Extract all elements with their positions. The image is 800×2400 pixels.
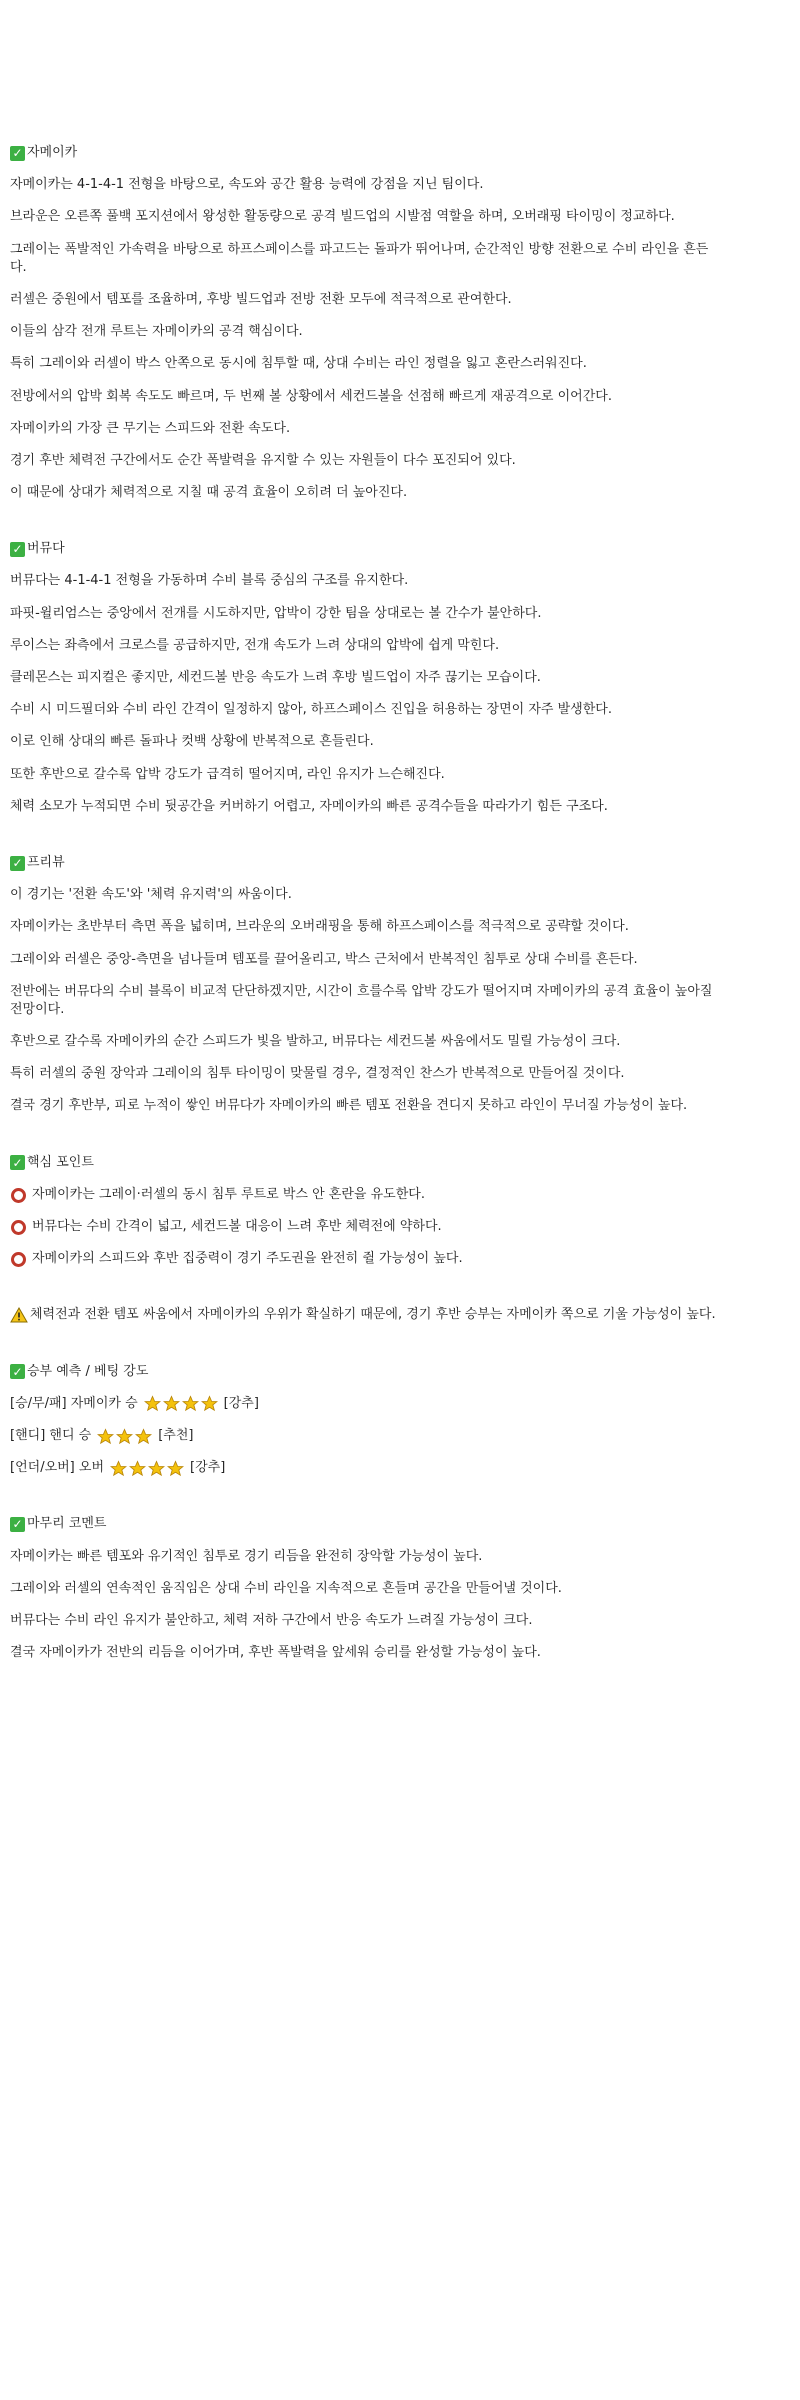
- star-icon: [144, 1395, 161, 1412]
- star-icon: [201, 1395, 218, 1412]
- paragraph: 전반에는 버뮤다의 수비 블록이 비교적 단단하겠지만, 시간이 흐를수록 압박 강도가 떨어지며 자메이카의 공격 효율이 높아질 전망이다.: [10, 983, 713, 1017]
- paragraph: 후반으로 갈수록 자메이카의 순간 스피드가 빛을 발하고, 버뮤다는 세컨드볼 싸움에서도 밀릴 가능성이 크다.: [10, 1034, 621, 1050]
- paragraph: 버뮤다는 4-1-4-1 전형을 가동하며 수비 블록 중심의 구조를 유지한다.: [10, 573, 409, 589]
- paragraph: 클레몬스는 피지컬은 좋지만, 세컨드볼 반응 속도가 느려 후방 빌드업이 자주 끊기는 모습이다.: [10, 670, 541, 685]
- section-closing: [10, 1515, 723, 1662]
- paragraph: 특히 러셀의 중원 장악과 그레이의 침투 타이밍이 맞물릴 경우, 결정적인 찬스가 반복적으로 만들어질 것이다.: [10, 1066, 625, 1082]
- paragraph: 자메이카는 초반부터 측면 폭을 넓히며, 브라운의 오버래핑을 통해 하프스페이스를 적극적으로 공략할 것이다.: [10, 919, 629, 935]
- check-icon: ✓: [10, 1155, 25, 1170]
- star-icon: [135, 1428, 152, 1445]
- paragraph: 자메이카는 빠른 템포와 유기적인 침투로 경기 리듬을 완전히 장악할 가능성이 높다.: [10, 1548, 483, 1564]
- check-icon: ✓: [10, 1364, 25, 1379]
- section-title: 마무리 코멘트: [27, 1516, 107, 1532]
- warning-note: [10, 1306, 723, 1324]
- paragraph: 특히 그레이와 러셀이 박스 안쪽으로 동시에 침투할 때, 상대 수비는 라인 정렬을 잃고 혼란스러워진다.: [10, 356, 587, 372]
- section-title: 승부 예측 / 베팅 강도: [27, 1363, 149, 1379]
- paragraph: 전방에서의 압박 회복 속도도 빠르며, 두 번째 볼 상황에서 세컨드볼을 선점해 빠르게 재공격으로 이어간다.: [10, 388, 612, 404]
- paragraph: 결국 자메이카가 전반의 리듬을 이어가며, 후반 폭발력을 앞세워 승리를 완성할 가능성이 높다.: [10, 1645, 541, 1661]
- star-rating: [97, 1428, 154, 1445]
- section-title: 자메이카: [27, 145, 78, 160]
- star-icon: [163, 1395, 180, 1412]
- section-title: 프리뷰: [27, 854, 65, 870]
- paragraph: 이 경기는 '전환 속도'와 '체력 유지력'의 싸움이다.: [10, 887, 292, 903]
- paragraph: 그레이와 러셀의 연속적인 움직임은 상대 수비 라인을 지속적으로 흔들며 공간을 만들어낼 것이다.: [10, 1580, 562, 1596]
- bet-tag: [강추]: [190, 1460, 226, 1476]
- key-point: [10, 1250, 723, 1268]
- bet-row: [10, 1395, 723, 1413]
- paragraph: 수비 시 미드필더와 수비 라인 간격이 일정하지 않아, 하프스페이스 진입을 허용하는 장면이 자주 발생한다.: [10, 702, 612, 718]
- section-title: 핵심 포인트: [27, 1154, 94, 1170]
- red-ring-icon: [11, 1220, 26, 1235]
- section-betting: [10, 1363, 723, 1478]
- section-heading: [10, 1515, 723, 1533]
- star-icon: [97, 1428, 114, 1445]
- paragraph: 자메이카는 4-1-4-1 전형을 바탕으로, 속도와 공간 활용 능력에 강점을 지닌 팀이다.: [10, 177, 484, 193]
- key-point: [10, 1218, 723, 1236]
- star-rating: [110, 1460, 186, 1477]
- warning-text: 체력전과 전환 템포 싸움에서 자메이카의 우위가 확실하기 때문에, 경기 후반 승부는 자메이카 쪽으로 기울 가능성이 높다.: [30, 1307, 716, 1323]
- key-point-text: 버뮤다는 수비 간격이 넓고, 세컨드볼 대응이 느려 후반 체력전에 약하다.: [32, 1219, 442, 1234]
- paragraph: 루이스는 좌측에서 크로스를 공급하지만, 전개 속도가 느려 상대의 압박에 쉽게 막힌다.: [10, 637, 500, 653]
- paragraph: 이 때문에 상대가 체력적으로 지칠 때 공격 효율이 오히려 더 높아진다.: [10, 485, 408, 501]
- bet-row: [10, 1459, 723, 1477]
- section-key-points: [10, 1154, 723, 1269]
- paragraph: 또한 후반으로 갈수록 압박 강도가 급격히 떨어지며, 라인 유지가 느슨해진다.: [10, 766, 445, 782]
- section-bermuda: [10, 540, 723, 816]
- star-icon: [148, 1460, 165, 1477]
- section-jamaica: [10, 144, 723, 502]
- bet-tag: [추천]: [158, 1427, 194, 1443]
- red-ring-icon: [11, 1252, 26, 1267]
- key-point: [10, 1186, 723, 1204]
- section-preview: [10, 854, 723, 1116]
- paragraph: 이들의 삼각 전개 루트는 자메이카의 공격 핵심이다.: [10, 324, 303, 340]
- star-rating: [144, 1395, 220, 1412]
- bet-label: [핸디] 핸디 승: [10, 1427, 92, 1443]
- paragraph: 이로 인해 상대의 빠른 돌파나 컷백 상황에 반복적으로 흔들린다.: [10, 734, 374, 750]
- section-heading: [10, 1363, 723, 1381]
- red-ring-icon: [11, 1188, 26, 1203]
- paragraph: 러셀은 중원에서 템포를 조율하며, 후방 빌드업과 전방 전환 모두에 적극적으로 관여한다.: [10, 291, 512, 307]
- paragraph: 자메이카의 가장 큰 무기는 스피드와 전환 속도다.: [10, 420, 291, 436]
- key-point-text: 자메이카는 그레이·러셀의 동시 침투 루트로 박스 안 혼란을 유도한다.: [32, 1186, 425, 1202]
- check-icon: ✓: [10, 1517, 25, 1532]
- section-heading: [10, 144, 723, 162]
- star-icon: [110, 1460, 127, 1477]
- check-icon: ✓: [10, 542, 25, 557]
- bet-label: [승/무/패] 자메이카 승: [10, 1395, 138, 1411]
- check-icon: ✓: [10, 146, 25, 161]
- bet-tag: [강추]: [223, 1395, 259, 1411]
- star-icon: [182, 1395, 199, 1412]
- warning-icon: [10, 1307, 28, 1323]
- section-title: 버뮤다: [27, 541, 65, 557]
- section-heading: [10, 1154, 723, 1172]
- bet-row: [10, 1427, 723, 1445]
- paragraph: 체력 소모가 누적되면 수비 뒷공간을 커버하기 어렵고, 자메이카의 빠른 공격수들을 따라가기 힘든 구조다.: [10, 798, 608, 814]
- star-icon: [129, 1460, 146, 1477]
- key-point-text: 자메이카의 스피드와 후반 집중력이 경기 주도권을 완전히 쥘 가능성이 높다.: [32, 1251, 463, 1267]
- paragraph: 브라운은 오른쪽 풀백 포지션에서 왕성한 활동량으로 공격 빌드업의 시발점 역할을 하며, 오버래핑 타이밍이 정교하다.: [10, 209, 675, 225]
- section-heading: [10, 854, 723, 872]
- paragraph: 파핏-윌리엄스는 중앙에서 전개를 시도하지만, 압박이 강한 팀을 상대로는 볼 간수가 불안하다.: [10, 605, 542, 621]
- bet-label: [언더/오버] 오버: [10, 1460, 105, 1476]
- paragraph: 결국 경기 후반부, 피로 누적이 쌓인 버뮤다가 자메이카의 빠른 템포 전환을 견디지 못하고 라인이 무너질 가능성이 높다.: [10, 1098, 688, 1114]
- paragraph: 그레이는 폭발적인 가속력을 바탕으로 하프스페이스를 파고드는 돌파가 뛰어나며, 순간적인 방향 전환으로 수비 라인을 흔든다.: [10, 241, 709, 275]
- paragraph: 그레이와 러셀은 중앙-측면을 넘나들며 템포를 끌어올리고, 박스 근처에서 반복적인 침투로 상대 수비를 흔든다.: [10, 951, 638, 967]
- star-icon: [167, 1460, 184, 1477]
- section-heading: [10, 540, 723, 558]
- paragraph: 버뮤다는 수비 라인 유지가 불안하고, 체력 저하 구간에서 반응 속도가 느려질 가능성이 크다.: [10, 1612, 533, 1628]
- check-icon: ✓: [10, 856, 25, 871]
- paragraph: 경기 후반 체력전 구간에서도 순간 폭발력을 유지할 수 있는 자원들이 다수 포진되어 있다.: [10, 452, 516, 468]
- star-icon: [116, 1428, 133, 1445]
